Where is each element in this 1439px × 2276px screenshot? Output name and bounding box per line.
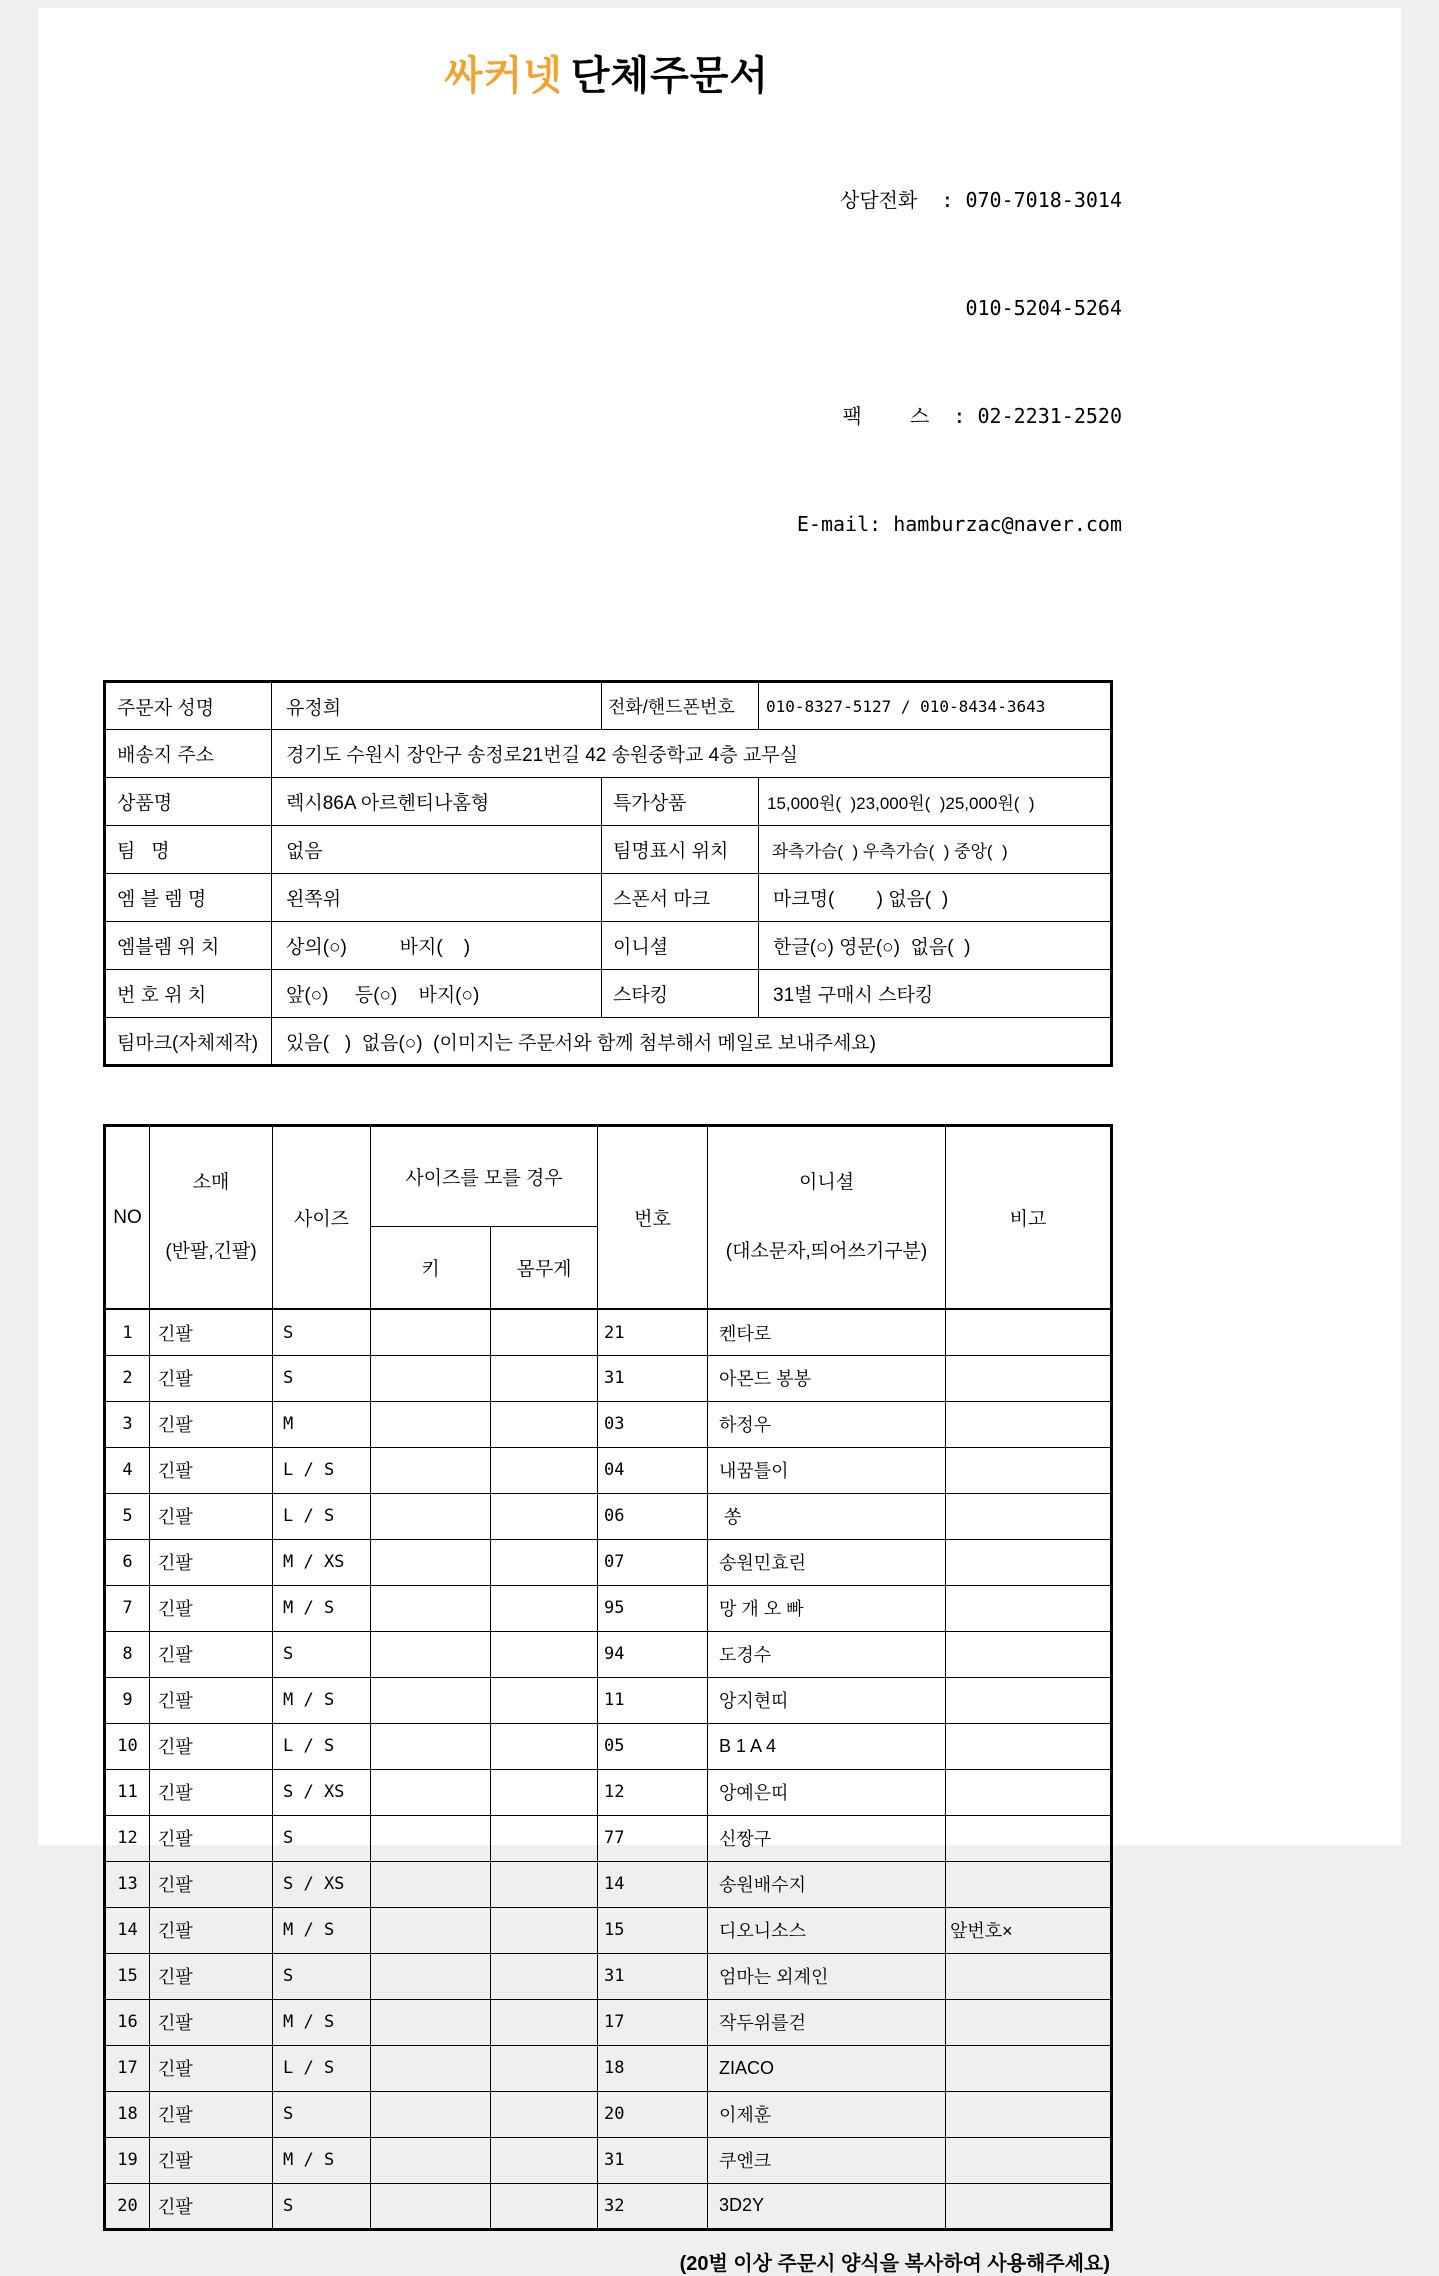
sleeve-type: 긴팔 <box>150 1493 273 1539</box>
item-row <box>105 1677 1112 1723</box>
item-no: 3 <box>105 1401 150 1447</box>
item-row <box>105 1815 1112 1861</box>
item-row <box>105 1309 1112 1355</box>
initial-name: 송원민효린 <box>708 1539 946 1585</box>
weight-value <box>491 1861 598 1907</box>
field-label-product-name: 상품명 <box>105 778 272 826</box>
height-value <box>371 1631 491 1677</box>
item-no: 1 <box>105 1309 150 1355</box>
weight-value <box>491 1493 598 1539</box>
order-row-product <box>105 778 1112 826</box>
item-no: 4 <box>105 1447 150 1493</box>
field-value-shipping-address: 경기도 수원시 장안구 송정로21번길 42 송원중학교 4층 교무실 <box>272 730 1112 778</box>
size-value: S <box>273 2183 371 2229</box>
remark-text: 앞번호× <box>946 1907 1112 1953</box>
brand-name: 싸커넷 <box>443 54 563 98</box>
item-row <box>105 2183 1112 2229</box>
remark-text <box>946 1723 1112 1769</box>
remark-text <box>946 2137 1112 2183</box>
size-value: L / S <box>273 1723 371 1769</box>
initial-name: 신짱구 <box>708 1815 946 1861</box>
order-row-team-name <box>105 826 1112 874</box>
initial-name: 켄타로 <box>708 1309 946 1355</box>
item-no: 17 <box>105 2045 150 2091</box>
sleeve-type: 긴팔 <box>150 1999 273 2045</box>
remark-text <box>946 1539 1112 1585</box>
remark-text <box>946 1953 1112 1999</box>
order-row-emblem-position <box>105 922 1112 970</box>
initial-name: 디오니소스 <box>708 1907 946 1953</box>
remark-text <box>946 1493 1112 1539</box>
items-table <box>103 1124 1113 2231</box>
col-header-initial <box>708 1126 946 1310</box>
order-row-number-position <box>105 970 1112 1018</box>
height-value <box>371 1401 491 1447</box>
remark-text <box>946 1309 1112 1355</box>
sleeve-type: 긴팔 <box>150 2045 273 2091</box>
sleeve-type: 긴팔 <box>150 1585 273 1631</box>
items-table-body <box>105 1309 1112 2229</box>
weight-value <box>491 1907 598 1953</box>
col-header-sleeve-line1: 소매 <box>192 1172 230 1193</box>
remark-text <box>946 1999 1112 2045</box>
field-label-initial-type: 이니셜 <box>602 922 759 970</box>
height-value <box>371 2183 491 2229</box>
field-label-team-name: 팀 명 <box>105 826 272 874</box>
field-label-stocking: 스타킹 <box>602 970 759 1018</box>
size-value: M / S <box>273 1585 371 1631</box>
item-no: 5 <box>105 1493 150 1539</box>
field-value-stocking: 31벌 구매시 스타킹 <box>759 970 1112 1018</box>
items-header-row-1 <box>105 1126 1112 1227</box>
height-value <box>371 1723 491 1769</box>
size-value: S <box>273 1309 371 1355</box>
item-row <box>105 2091 1112 2137</box>
item-row <box>105 2045 1112 2091</box>
sleeve-type: 긴팔 <box>150 1861 273 1907</box>
col-header-number: 번호 <box>598 1126 708 1310</box>
initial-name: 아몬드 봉봉 <box>708 1355 946 1401</box>
jersey-number: 20 <box>598 2091 708 2137</box>
contact-email-line: E-mail: hamburzac@naver.com <box>796 512 1122 536</box>
document-page <box>38 8 1401 2275</box>
weight-value <box>491 1769 598 1815</box>
field-value-initial-type: 한글(○) 영문(○) 없음( ) <box>759 922 1112 970</box>
height-value <box>371 1953 491 1999</box>
height-value <box>371 1677 491 1723</box>
col-header-unknown-size: 사이즈를 모를 경우 <box>371 1126 598 1227</box>
col-header-initial-line1: 이니셜 <box>798 1172 855 1193</box>
field-value-sponsor-mark: 마크명( ) 없음( ) <box>759 874 1112 922</box>
jersey-number: 07 <box>598 1539 708 1585</box>
item-no: 20 <box>105 2183 150 2229</box>
jersey-number: 18 <box>598 2045 708 2091</box>
item-row <box>105 1493 1112 1539</box>
weight-value <box>491 2045 598 2091</box>
copy-note: (20벌 이상 주문시 양식을 복사하여 사용해주세요) <box>679 2252 1110 2275</box>
size-value: S <box>273 2091 371 2137</box>
size-value: M / S <box>273 1999 371 2045</box>
remark-text <box>946 1677 1112 1723</box>
size-value: S <box>273 1355 371 1401</box>
jersey-number: 04 <box>598 1447 708 1493</box>
col-header-weight: 몸무게 <box>491 1226 598 1309</box>
order-info-table <box>103 680 1113 1067</box>
field-value-number-position: 앞(○) 등(○) 바지(○) <box>272 970 602 1018</box>
field-value-team-name-position: 좌측가슴( ) 우측가슴( ) 중앙( ) <box>759 826 1112 874</box>
size-value: L / S <box>273 2045 371 2091</box>
item-no: 10 <box>105 1723 150 1769</box>
item-no: 15 <box>105 1953 150 1999</box>
field-label-team-mark: 팀마크(자체제작) <box>105 1018 272 1066</box>
field-value-team-name: 없음 <box>272 826 602 874</box>
sleeve-type: 긴팔 <box>150 1907 273 1953</box>
jersey-number: 77 <box>598 1815 708 1861</box>
field-label-sponsor-mark: 스폰서 마크 <box>602 874 759 922</box>
col-header-size: 사이즈 <box>273 1126 371 1310</box>
size-value: M <box>273 1401 371 1447</box>
initial-name: 엄마는 외계인 <box>708 1953 946 1999</box>
jersey-number: 15 <box>598 1907 708 1953</box>
item-no: 14 <box>105 1907 150 1953</box>
field-value-phone-number: 010-8327-5127 / 010-8434-3643 <box>759 682 1112 730</box>
page-title <box>103 8 1110 100</box>
weight-value <box>491 1815 598 1861</box>
col-header-remarks: 비고 <box>946 1126 1112 1310</box>
jersey-number: 14 <box>598 1861 708 1907</box>
col-header-sleeve-line2: (반팔,긴팔) <box>165 1240 257 1262</box>
height-value <box>371 1355 491 1401</box>
item-row <box>105 1539 1112 1585</box>
remark-text <box>946 1585 1112 1631</box>
jersey-number: 05 <box>598 1723 708 1769</box>
item-no: 12 <box>105 1815 150 1861</box>
sleeve-type: 긴팔 <box>150 1953 273 1999</box>
jersey-number: 12 <box>598 1769 708 1815</box>
item-no: 7 <box>105 1585 150 1631</box>
height-value <box>371 2091 491 2137</box>
item-no: 18 <box>105 2091 150 2137</box>
item-row <box>105 1953 1112 1999</box>
sleeve-type: 긴팔 <box>150 1447 273 1493</box>
weight-value <box>491 1539 598 1585</box>
item-row <box>105 1585 1112 1631</box>
weight-value <box>491 1401 598 1447</box>
jersey-number: 17 <box>598 1999 708 2045</box>
item-row <box>105 1999 1112 2045</box>
jersey-number: 32 <box>598 2183 708 2229</box>
item-row <box>105 1907 1112 1953</box>
field-value-emblem-name: 왼쪽위 <box>272 874 602 922</box>
item-no: 13 <box>105 1861 150 1907</box>
size-value: S <box>273 1953 371 1999</box>
field-label-orderer-name: 주문자 성명 <box>105 682 272 730</box>
order-row-orderer <box>105 682 1112 730</box>
initial-name: 작두위를걷 <box>708 1999 946 2045</box>
size-value: S / XS <box>273 1861 371 1907</box>
initial-name: 앙예은띠 <box>708 1769 946 1815</box>
sleeve-type: 긴팔 <box>150 2137 273 2183</box>
height-value <box>371 2045 491 2091</box>
jersey-number: 31 <box>598 1355 708 1401</box>
order-row-address <box>105 730 1112 778</box>
item-no: 16 <box>105 1999 150 2045</box>
field-value-emblem-position: 상의(○) 바지( ) <box>272 922 602 970</box>
size-value: S / XS <box>273 1769 371 1815</box>
items-table-header <box>105 1126 1112 1310</box>
height-value <box>371 1447 491 1493</box>
weight-value <box>491 1309 598 1355</box>
size-value: M / S <box>273 2137 371 2183</box>
height-value <box>371 1585 491 1631</box>
height-value <box>371 1861 491 1907</box>
jersey-number: 31 <box>598 1953 708 1999</box>
sleeve-type: 긴팔 <box>150 1815 273 1861</box>
sleeve-type: 긴팔 <box>150 1401 273 1447</box>
field-value-team-mark: 있음( ) 없음(○) (이미지는 주문서와 함께 첨부해서 메일로 보내주세요) <box>272 1018 1112 1066</box>
initial-name: 앙지현띠 <box>708 1677 946 1723</box>
jersey-number: 31 <box>598 2137 708 2183</box>
remark-text <box>946 1355 1112 1401</box>
jersey-number: 21 <box>598 1309 708 1355</box>
remark-text <box>946 1631 1112 1677</box>
size-value: M / S <box>273 1677 371 1723</box>
sleeve-type: 긴팔 <box>150 2091 273 2137</box>
weight-value <box>491 1585 598 1631</box>
title-text: 단체주문서 <box>570 54 770 98</box>
field-value-product-name: 렉시86A 아르헨티나홈형 <box>272 778 602 826</box>
weight-value <box>491 1631 598 1677</box>
weight-value <box>491 1447 598 1493</box>
item-no: 19 <box>105 2137 150 2183</box>
remark-text <box>946 1769 1112 1815</box>
weight-value <box>491 2091 598 2137</box>
initial-name: B 1 A 4 <box>708 1723 946 1769</box>
item-row <box>105 1631 1112 1677</box>
sleeve-type: 긴팔 <box>150 1355 273 1401</box>
item-no: 9 <box>105 1677 150 1723</box>
item-row <box>105 2137 1112 2183</box>
item-row <box>105 1355 1112 1401</box>
height-value <box>371 1493 491 1539</box>
height-value <box>371 1539 491 1585</box>
remark-text <box>946 2045 1112 2091</box>
sleeve-type: 긴팔 <box>150 2183 273 2229</box>
size-value: M / S <box>273 1907 371 1953</box>
item-row <box>105 1723 1112 1769</box>
remark-text <box>946 1447 1112 1493</box>
item-row <box>105 1401 1112 1447</box>
contact-phone-line: 상담전화 : 070-7018-3014 <box>840 188 1122 212</box>
field-label-special-price: 특가상품 <box>602 778 759 826</box>
height-value <box>371 1309 491 1355</box>
field-label-emblem-position: 엠블렘 위 치 <box>105 922 272 970</box>
item-no: 2 <box>105 1355 150 1401</box>
item-no: 6 <box>105 1539 150 1585</box>
item-row <box>105 1447 1112 1493</box>
sleeve-type: 긴팔 <box>150 1631 273 1677</box>
height-value <box>371 1815 491 1861</box>
height-value <box>371 1907 491 1953</box>
field-label-phone-number: 전화/핸드폰번호 <box>602 682 759 730</box>
size-value: L / S <box>273 1447 371 1493</box>
contact-block <box>103 110 1122 614</box>
initial-name: 송원배수지 <box>708 1861 946 1907</box>
document-content <box>103 8 1122 2276</box>
item-row <box>105 1861 1112 1907</box>
col-header-height: 키 <box>371 1226 491 1309</box>
field-label-team-name-position: 팀명표시 위치 <box>602 826 759 874</box>
weight-value <box>491 1723 598 1769</box>
size-value: M / XS <box>273 1539 371 1585</box>
size-value: S <box>273 1815 371 1861</box>
item-no: 11 <box>105 1769 150 1815</box>
field-label-number-position: 번 호 위 치 <box>105 970 272 1018</box>
field-value-special-price: 15,000원( )23,000원( )25,000원( ) <box>759 778 1112 826</box>
height-value <box>371 1769 491 1815</box>
weight-value <box>491 1953 598 1999</box>
col-header-no: NO <box>105 1126 150 1310</box>
remark-text <box>946 1401 1112 1447</box>
jersey-number: 03 <box>598 1401 708 1447</box>
weight-value <box>491 2183 598 2229</box>
remark-text <box>946 2183 1112 2229</box>
weight-value <box>491 2137 598 2183</box>
jersey-number: 94 <box>598 1631 708 1677</box>
weight-value <box>491 1677 598 1723</box>
weight-value <box>491 1999 598 2045</box>
sleeve-type: 긴팔 <box>150 1769 273 1815</box>
initial-name: 도경수 <box>708 1631 946 1677</box>
size-value: S <box>273 1631 371 1677</box>
item-no: 8 <box>105 1631 150 1677</box>
sleeve-type: 긴팔 <box>150 1539 273 1585</box>
initial-name: 망 개 오 빠 <box>708 1585 946 1631</box>
field-value-orderer-name: 유정희 <box>272 682 602 730</box>
field-label-shipping-address: 배송지 주소 <box>105 730 272 778</box>
initial-name: 내꿈틀이 <box>708 1447 946 1493</box>
initial-name: 쏭 <box>708 1493 946 1539</box>
initial-name: 하정우 <box>708 1401 946 1447</box>
contact-mobile-line: 010-5204-5264 <box>965 296 1122 320</box>
initial-name: ZIACO <box>708 2045 946 2091</box>
initial-name: 이제훈 <box>708 2091 946 2137</box>
jersey-number: 06 <box>598 1493 708 1539</box>
field-label-emblem-name: 엠 블 렘 명 <box>105 874 272 922</box>
contact-fax-line: 팩 스 : 02-2231-2520 <box>842 404 1122 428</box>
remark-text <box>946 1815 1112 1861</box>
sleeve-type: 긴팔 <box>150 1677 273 1723</box>
order-row-team-mark <box>105 1018 1112 1066</box>
remark-text <box>946 1861 1112 1907</box>
order-row-emblem-name <box>105 874 1112 922</box>
col-header-sleeve <box>150 1126 273 1310</box>
remark-text <box>946 2091 1112 2137</box>
initial-name: 쿠엔크 <box>708 2137 946 2183</box>
weight-value <box>491 1355 598 1401</box>
height-value <box>371 1999 491 2045</box>
size-value: L / S <box>273 1493 371 1539</box>
initial-name: 3D2Y <box>708 2183 946 2229</box>
jersey-number: 11 <box>598 1677 708 1723</box>
height-value <box>371 2137 491 2183</box>
sleeve-type: 긴팔 <box>150 1309 273 1355</box>
jersey-number: 95 <box>598 1585 708 1631</box>
item-row <box>105 1769 1112 1815</box>
sleeve-type: 긴팔 <box>150 1723 273 1769</box>
col-header-initial-line2: (대소문자,띄어쓰기구분) <box>725 1240 928 1262</box>
